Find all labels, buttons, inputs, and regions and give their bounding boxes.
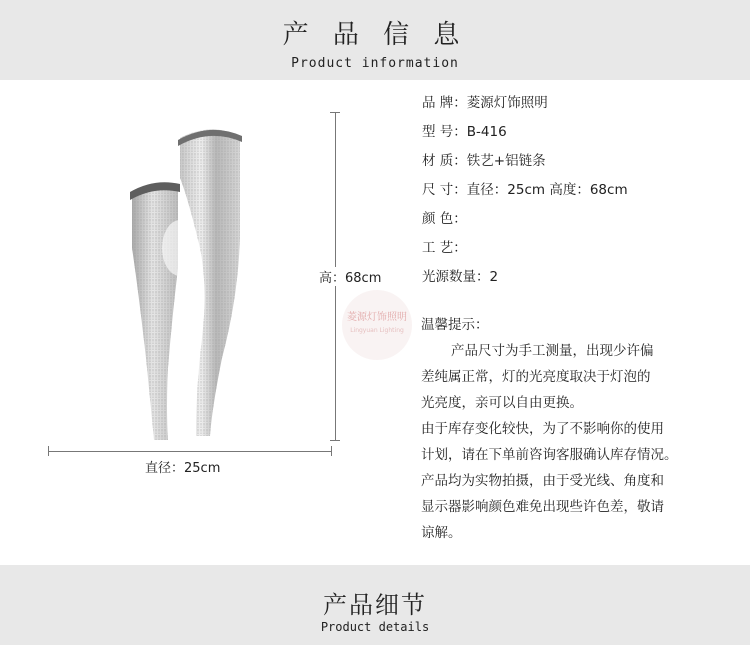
- tips-line: 谅解。: [421, 525, 462, 541]
- tips-line: 产品尺寸为手工测量，出现少许偏: [451, 343, 654, 359]
- tips-line: 产品均为实物拍摄，由于受光线、角度和: [421, 473, 664, 489]
- spec-row-brand: [422, 92, 742, 121]
- footer-title-en: Product details: [320, 620, 430, 634]
- spec-row-material: [422, 150, 742, 179]
- height-dimension-cap-bottom: [330, 440, 340, 441]
- spec-row-model: [422, 121, 742, 150]
- spec-key: 光源数量：: [422, 269, 490, 285]
- spec-key: 型 号：: [422, 124, 467, 140]
- spec-row-light-count: [422, 266, 742, 295]
- spec-row-size: [422, 179, 742, 208]
- tips-line: 由于库存变化较快，为了不影响你的使用: [421, 421, 664, 437]
- spec-row-craft: [422, 237, 742, 266]
- height-label: 高：68cm: [318, 267, 382, 286]
- spec-value: 2: [489, 269, 499, 285]
- header-title-en: Product information: [291, 56, 459, 71]
- diameter-dimension-line: [48, 451, 331, 452]
- spec-value: 铁艺+铝链条: [466, 153, 546, 169]
- product-details-header: [0, 565, 750, 645]
- height-dimension-cap-top: [330, 112, 340, 113]
- header-title-cn: 产 品 信 息: [282, 20, 468, 50]
- spec-row-color: [422, 208, 742, 237]
- tips-line: 差纯属正常，灯的光亮度取决于灯泡的: [421, 369, 651, 385]
- spec-value: 直径：25cm 高度：68cm: [466, 182, 628, 198]
- tips-title: 温馨提示：: [421, 317, 489, 333]
- tips-line: 计划，请在下单前咨询客服确认库存情况。: [421, 447, 678, 463]
- spec-value: 菱源灯饰照明: [466, 95, 548, 111]
- diameter-label: 直径：25cm: [145, 461, 221, 476]
- diameter-dimension-cap-left: [48, 446, 49, 456]
- spec-key: 工 艺：: [422, 240, 467, 256]
- lamp-product-image: [110, 118, 260, 448]
- tips-section: [421, 312, 741, 546]
- spec-list: [422, 92, 742, 295]
- tips-line: 光亮度，亲可以自由更换。: [421, 395, 583, 411]
- brand-watermark: [340, 288, 414, 362]
- product-info-header: [0, 0, 750, 80]
- footer-title-cn: 产品细节: [323, 591, 427, 619]
- spec-key: 尺 寸：: [422, 182, 467, 198]
- tips-line: 显示器影响颜色难免出现些许色差，敬请: [421, 499, 664, 515]
- watermark-cn: 菱源灯饰照明: [347, 312, 407, 323]
- watermark-en: Lingyuan Lighting: [350, 327, 404, 334]
- diameter-dimension-cap-right: [331, 446, 332, 456]
- spec-key: 品 牌：: [422, 95, 467, 111]
- spec-value: B-416: [466, 124, 507, 140]
- spec-key: 颜 色：: [422, 211, 467, 227]
- spec-key: 材 质：: [422, 153, 467, 169]
